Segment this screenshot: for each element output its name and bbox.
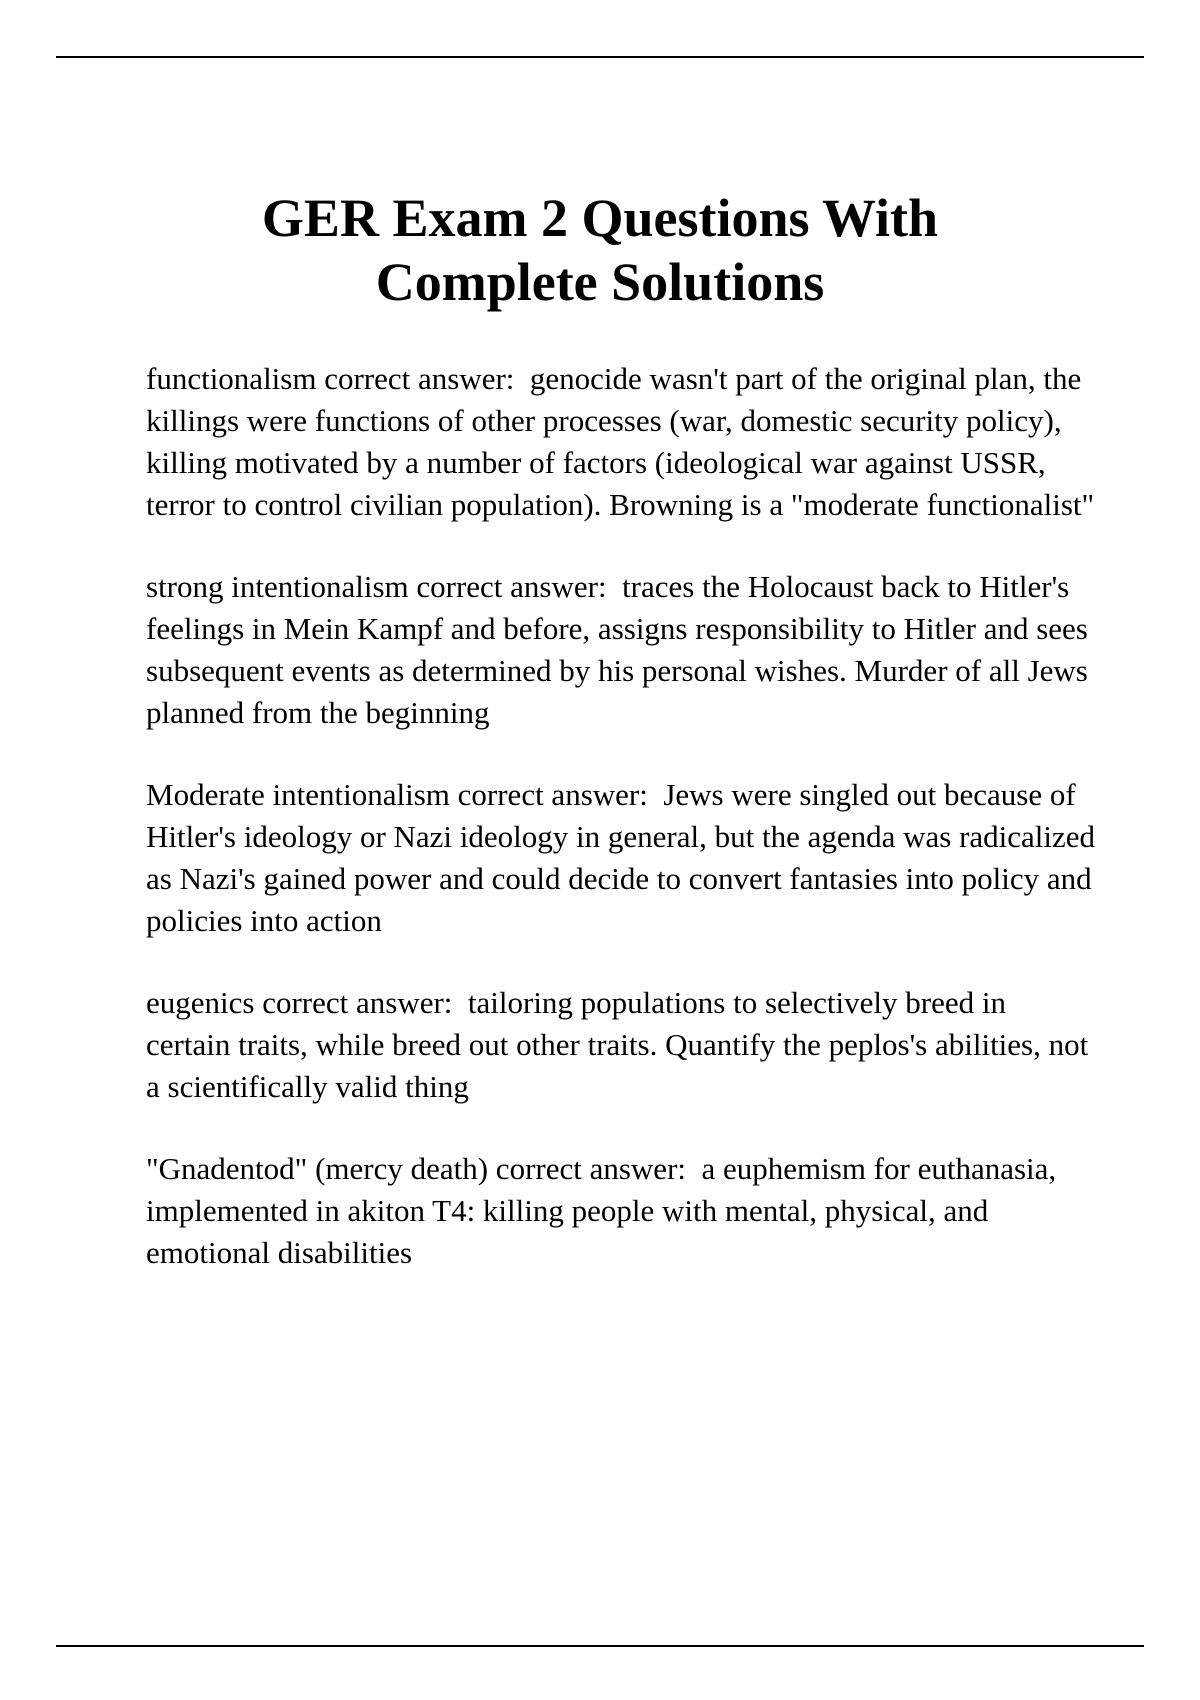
qa-entry-strong-intentionalism: strong intentionalism correct answer: traces the Holocaust back to Hitler's feelings in Mein Kampf and before, assigns responsibility to Hitler and sees subsequent events as determined by his personal wishes. Murder of all Jews planned from the beginning <box>146 569 1096 730</box>
bottom-divider <box>56 1645 1144 1647</box>
qa-entry-eugenics: eugenics correct answer: tailoring populations to selectively breed in certain traits, while breed out other traits. Quantify the peplos's abilities, not a scientifically valid thing <box>146 985 1096 1104</box>
qa-entry-functionalism: functionalism correct answer: genocide wasn't part of the original plan, the killings were functions of other processes (war, domestic security policy), killing motivated by a number of factors (ideological war against USSR, terror to control civilian population). Browning is a "moderate functionalist" <box>146 361 1095 522</box>
question-answer-list <box>146 358 1103 1314</box>
title-line-2: Complete Solutions <box>375 252 825 312</box>
title-line-1: GER Exam 2 Questions With <box>261 188 939 248</box>
qa-entry-moderate-intentionalism: Moderate intentionalism correct answer: Jews were singled out because of Hitler's ideology or Nazi ideology in general, but the agenda was radicalized as Nazi's gained power and could decide to convert fantasies into policy and policies into action <box>146 777 1103 938</box>
qa-entry-gnadentod: "Gnadentod" (mercy death) correct answer: a euphemism for euthanasia, implemented in akiton T4: killing people with mental, physical, and emotional disabilities <box>146 1151 1064 1270</box>
top-divider <box>56 56 1144 58</box>
page-title <box>150 186 1050 314</box>
